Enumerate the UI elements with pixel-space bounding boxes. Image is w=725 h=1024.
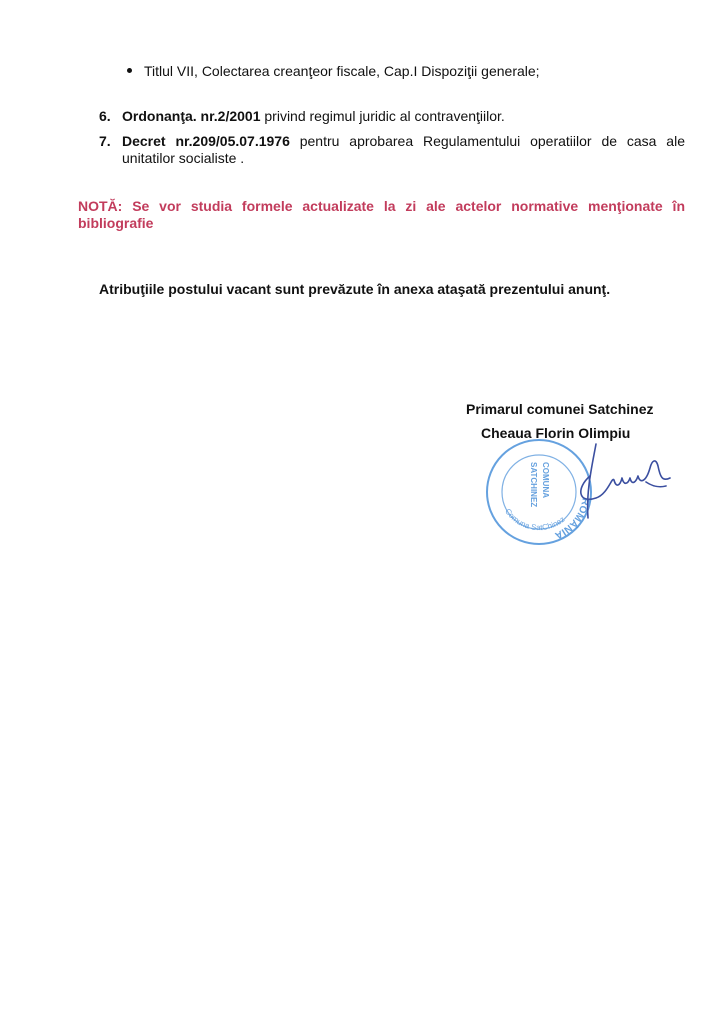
item-bold-text: Decret nr.209/05.07.1976 <box>122 133 290 149</box>
item-rest-text: privind regimul juridic al contravenţiilor. <box>260 108 505 124</box>
stamp-inner-line-2: SATCHINEZ <box>529 462 538 508</box>
stamp-bottom-text: Comuna SatChinez <box>503 506 567 533</box>
bullet-icon <box>127 68 132 73</box>
signature-title: Primarul comunei Satchinez <box>466 401 654 417</box>
numbered-item-6 <box>99 108 685 125</box>
atributii-paragraph: Atribuţiile postului vacant sunt prevăzute în anexa ataşată prezentului anunţ. <box>99 281 611 297</box>
item-bold-text: Ordonanţa. nr.2/2001 <box>122 108 261 124</box>
numbered-item-7 <box>99 133 685 167</box>
signature-name: Cheaua Florin Olimpiu <box>481 425 631 441</box>
bullet-item-text: Titlul VII, Colectarea creanţeor fiscale, Cap.I Dispoziţii generale; <box>144 63 540 79</box>
stamp-inner-line-1: COMUNA <box>541 462 550 498</box>
signature-stroke <box>581 444 670 518</box>
item-body <box>122 108 685 125</box>
item-rest-text: pentru aprobarea Regulamentului operatiilor de casa ale unitatilor socialiste . <box>122 133 685 166</box>
handwritten-signature <box>566 436 676 526</box>
stamp-outer-text: ROMÂNIA <box>553 496 591 541</box>
nota-paragraph: NOTĂ: Se vor studia formele actualizate la zi ale actelor normative menţionate în bibliografie <box>78 198 685 231</box>
item-body <box>122 133 685 167</box>
item-number: 7. <box>99 133 111 149</box>
item-number: 6. <box>99 108 111 124</box>
bibliography-bullet-item <box>127 63 667 80</box>
